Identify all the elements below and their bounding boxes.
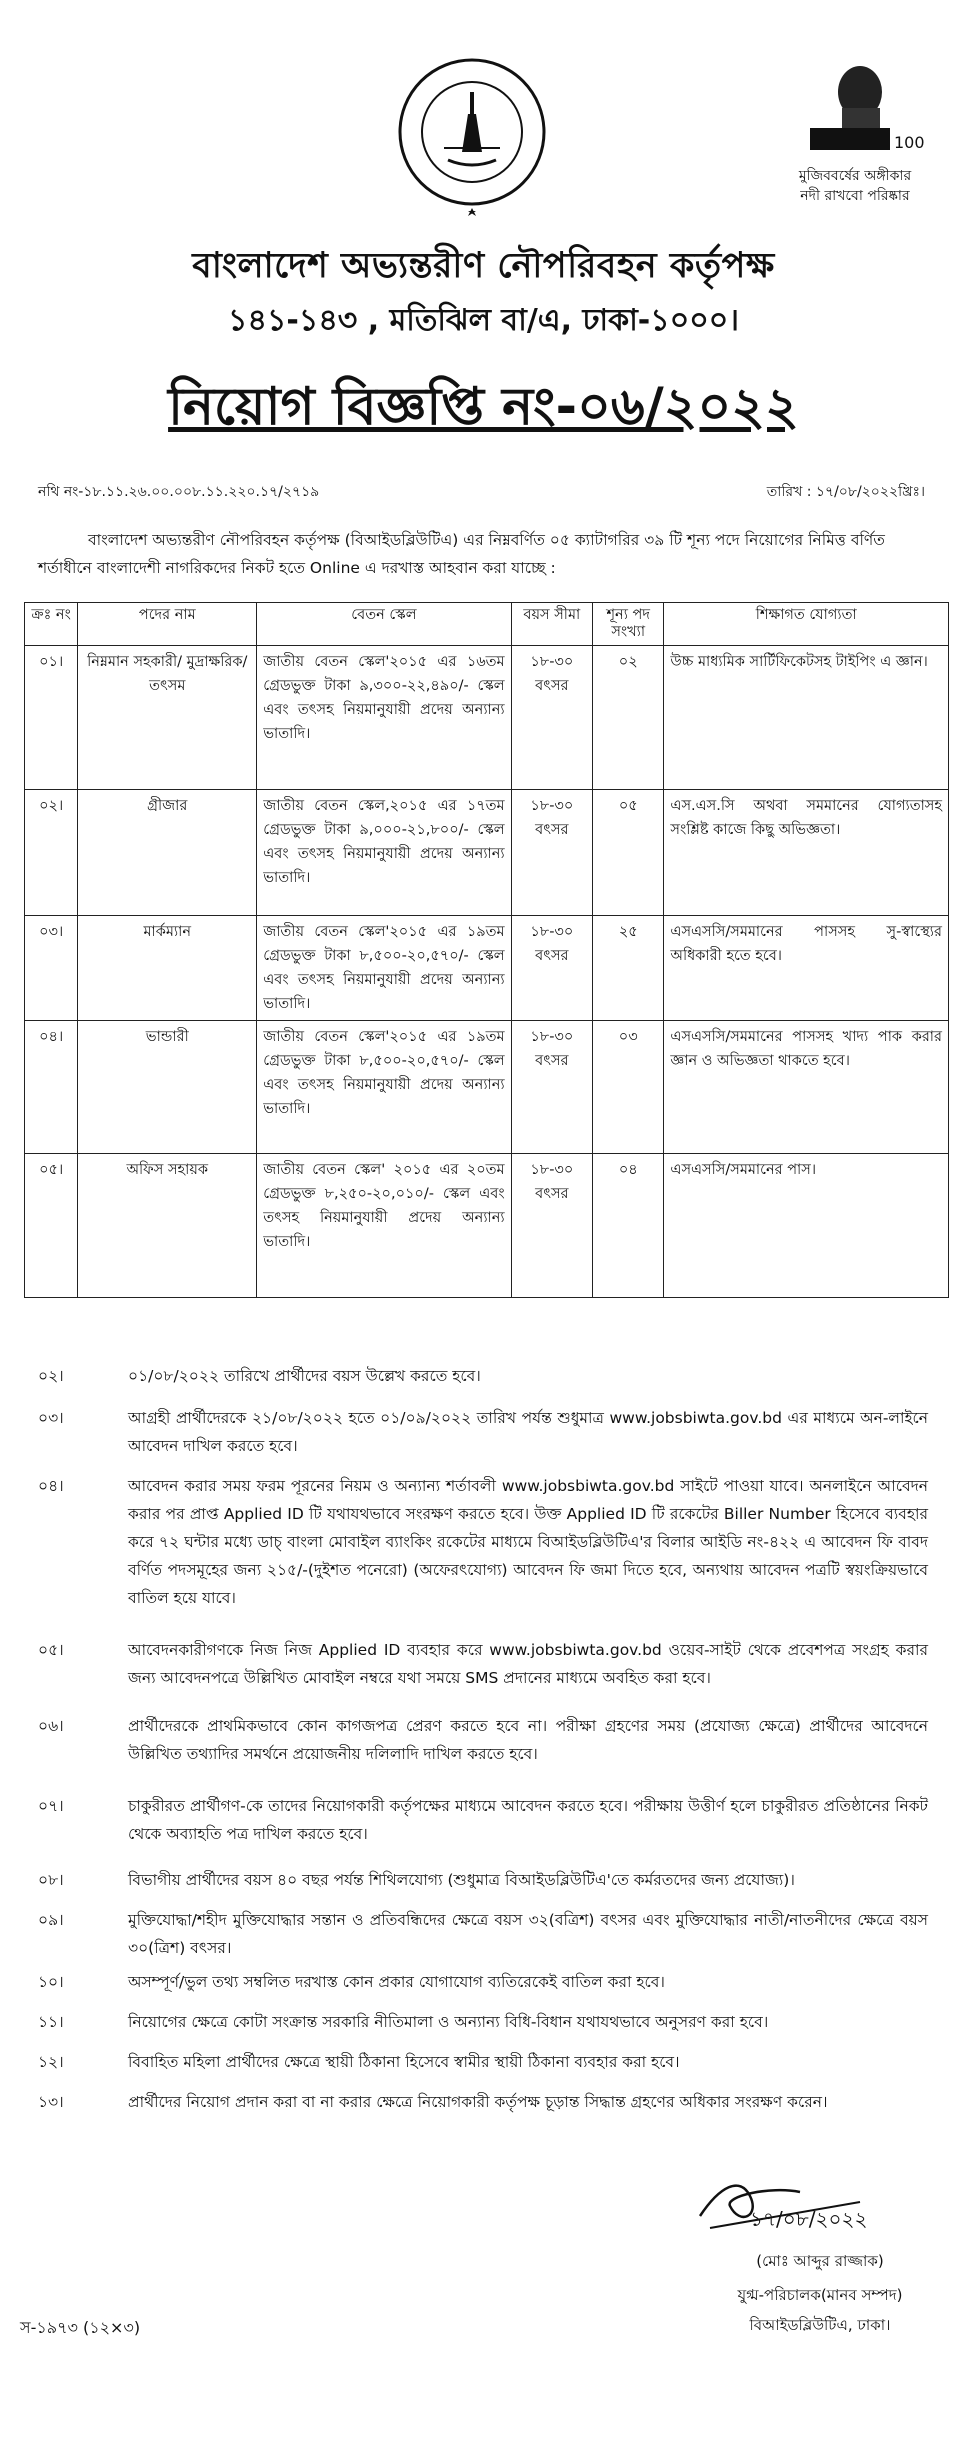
- header-qualification: শিক্ষাগত যোগ্যতা: [664, 603, 949, 646]
- row-serial: ০২।: [25, 790, 78, 916]
- signature-date: ১৭/০৮/২০২২: [750, 2207, 868, 2231]
- note-number: ১২।: [38, 2053, 64, 2071]
- note-text: ০১/০৮/২০২২ তারিখে প্রার্থীদের বয়স উল্লেখ করতে হবে।: [128, 1367, 481, 1385]
- handwritten-signature: [680, 2166, 880, 2242]
- note-item: [38, 2088, 928, 2116]
- table-row: [25, 1021, 949, 1154]
- note-item: [38, 1792, 928, 1848]
- memo-date: তারিখ : ১৭/০৮/২০২২খ্রিঃ।: [766, 484, 925, 500]
- row-vacancy: ০৩: [593, 1021, 664, 1154]
- table-row: [25, 916, 949, 1021]
- note-number: ০৫।: [38, 1641, 64, 1659]
- note-item: [38, 2008, 928, 2036]
- svg-text:100: 100: [894, 133, 925, 152]
- row-post-name: অফিস সহায়ক: [78, 1154, 257, 1298]
- note-number: ০৮।: [38, 1871, 64, 1889]
- mujib-caption-line2: নদী রাখবো পরিষ্কার: [800, 188, 910, 204]
- note-text: বিবাহিত মহিলা প্রার্থীদের ক্ষেত্রে স্থায়ী ঠিকানা হিসেবে স্বামীর স্থায়ী ঠিকানা ব্যবহার করা হবে।: [128, 2053, 680, 2071]
- table-header-row: [25, 603, 949, 646]
- note-text: চাকুরীরত প্রার্থীগণ-কে তাদের নিয়োগকারী কর্তৃপক্ষের মাধ্যমে আবেদন করতে হবে। পরীক্ষায় উত্তীর্ণ হলে চাকুরীরত প্রতিষ্ঠানের নিকট থেকে অব্যাহতি পত্র দাখিল করতে হবে।: [128, 1797, 928, 1843]
- organization-address: ১৪১-১৪৩ , মতিঝিল বা/এ, ঢাকা-১০০০।: [228, 303, 739, 338]
- row-qualification: এস.এস.সি অথবা সমমানের যোগ্যতাসহ সংশ্লিষ্ট কাজে কিছু অভিজ্ঞতা।: [664, 790, 949, 916]
- row-vacancy: ০২: [593, 646, 664, 790]
- signatory-name: (মোঃ আব্দুর রাজ্জাক): [756, 2252, 884, 2270]
- row-pay-scale: জাতীয় বেতন স্কেল' ২০১৫ এর ২০তম গ্রেডভুক্ত ৮,২৫০-২০,০১০/- স্কেল এবং তৎসহ নিয়মানুযায়ী প্রদেয় অন্যান্য ভাতাদি।: [257, 1154, 511, 1298]
- mujib-caption-line1: মুজিববর্ষের অঙ্গীকার: [798, 168, 912, 184]
- header-pay-scale: বেতন স্কেল: [257, 603, 511, 646]
- notice-title: নিয়োগ বিজ্ঞপ্তি নং-০৬/২০২২: [168, 377, 799, 437]
- table-row: [25, 1154, 949, 1298]
- row-post-name: ভান্ডারী: [78, 1021, 257, 1154]
- note-item: [38, 1472, 928, 1612]
- note-number: ০৪।: [38, 1477, 64, 1495]
- signatory-title: যুগ্ম-পরিচালক(মানব সম্পদ): [737, 2286, 903, 2304]
- note-text: আবেদন করার সময় ফরম পূরনের নিয়ম ও অন্যান্য শর্তাবলী www.jobsbiwta.gov.bd সাইটে পাওয়া যাবে। অনলাইনে আবেদন করার পর প্রাপ্ত Applied ID টি যথাযথভাবে সংরক্ষণ করতে হবে। উক্ত Applied ID টি রকেটের Biller Number হিসেবে ব্যবহার করে ৭২ ঘন্টার মধ্যে ডাচ্ বাংলা মোবাইল ব্যাংকিং রকেটের মাধ্যমে বিআইডব্লিউটিএ'র বিলার আইডি নং-৪২২ এ আবেদন ফি বাবদ বর্ণিত পদসমূহের জন্য ২১৫/-(দুইশত পনেরো) (অফেরৎযোগ্য) আবেদন ফি জমা দিতে হবে, অন্যথায় আবেদন পত্রটি স্বয়ংক্রিয়ভাবে বাতিল হয়ে যাবে।: [128, 1477, 928, 1607]
- row-serial: ০৩।: [25, 916, 78, 1021]
- note-number: ১৩।: [38, 2093, 64, 2111]
- note-item: [38, 1362, 928, 1390]
- row-post-name: মার্কম্যান: [78, 916, 257, 1021]
- biwta-logo: [388, 52, 556, 220]
- row-qualification: এসএসসি/সমমানের পাস।: [664, 1154, 949, 1298]
- note-text: অসম্পূর্ণ/ভুল তথ্য সম্বলিত দরখাস্ত কোন প্রকার যোগাযোগ ব্যতিরেকেই বাতিল করা হবে।: [128, 1973, 665, 1991]
- row-serial: ০৫।: [25, 1154, 78, 1298]
- row-pay-scale: জাতীয় বেতন স্কেল'২০১৫ এর ১৯তম গ্রেডভুক্ত টাকা ৮,৫০০-২০,৫৭০/- স্কেল এবং তৎসহ নিয়মানুযায়ী প্রদেয় অন্যান্য ভাতাদি।: [257, 1021, 511, 1154]
- header-post-name: পদের নাম: [78, 603, 257, 646]
- note-text: প্রার্থীদেরকে প্রাথমিকভাবে কোন কাগজপত্র প্রেরণ করতে হবে না। পরীক্ষা গ্রহণের সময় (প্রযোজ্য ক্ষেত্রে) প্রার্থীদের আবেদনে উল্লিখিত তথ্যাদির সমর্থনে প্রয়োজনীয় দলিলাদি দাখিল করতে হবে।: [128, 1717, 928, 1763]
- note-item: [38, 1636, 928, 1692]
- row-serial: ০১।: [25, 646, 78, 790]
- row-age-limit: ১৮-৩০ বৎসর: [511, 1154, 592, 1298]
- row-age-limit: ১৮-৩০ বৎসর: [511, 790, 592, 916]
- note-text: আবেদনকারীগণকে নিজ নিজ Applied ID ব্যবহার করে www.jobsbiwta.gov.bd ওয়েব-সাইট থেকে প্রবেশপত্র সংগ্রহ করার জন্য আবেদনপত্রে উল্লিখিত মোবাইল নম্বরে যথা সময়ে SMS প্রদানের মাধ্যমে অবহিত করা হবে।: [128, 1641, 928, 1687]
- row-age-limit: ১৮-৩০ বৎসর: [511, 916, 592, 1021]
- note-item: [38, 1712, 928, 1768]
- row-post-name: গ্রীজার: [78, 790, 257, 916]
- row-pay-scale: জাতীয় বেতন স্কেল'২০১৫ এর ১৯তম গ্রেডভুক্ত টাকা ৮,৫০০-২০,৫৭০/- স্কেল এবং তৎসহ নিয়মানুযায়ী প্রদেয় অন্যান্য ভাতাদি।: [257, 916, 511, 1021]
- memo-number: নথি নং-১৮.১১.২৬.০০.০০৮.১১.২২০.১৭/২৭১৯: [38, 484, 320, 500]
- note-item: [38, 1968, 928, 1996]
- header-age-limit: বয়স সীমা: [511, 603, 592, 646]
- intro-paragraph: বাংলাদেশ অভ্যন্তরীণ নৌপরিবহন কর্তৃপক্ষ (বিআইডব্লিউটিএ) এর নিম্নবর্ণিত ০৫ ক্যাটাগরির ৩৯ টি শূন্য পদে নিয়োগের নিমিত্ত বর্ণিত শর্তাধীনে বাংলাদেশী নাগরিকদের নিকট হতে Online এ দরখাস্ত আহবান করা যাচ্ছে :: [38, 531, 885, 577]
- note-number: ০২।: [38, 1367, 64, 1385]
- row-qualification: এসএসসি/সমমানের পাসসহ সু-স্বাস্থ্যের অধিকারী হতে হবে।: [664, 916, 949, 1021]
- footer-code: স-১৯৭৩ (১২×৩): [20, 2318, 141, 2337]
- note-item: [38, 1404, 928, 1460]
- note-number: ১১।: [38, 2013, 64, 2031]
- vacancy-table: [24, 602, 949, 1298]
- row-age-limit: ১৮-৩০ বৎসর: [511, 1021, 592, 1154]
- row-post-name: নিম্নমান সহকারী/ মুদ্রাক্ষরিক/তৎসম: [78, 646, 257, 790]
- row-pay-scale: জাতীয় বেতন স্কেল'২০১৫ এর ১৬তম গ্রেডভুক্ত টাকা ৯,৩০০-২২,৪৯০/- স্কেল এবং তৎসহ নিয়মানুযায়ী প্রদেয় অন্যান্য ভাতাদি।: [257, 646, 511, 790]
- note-number: ০৬।: [38, 1717, 64, 1735]
- note-text: নিয়োগের ক্ষেত্রে কোটা সংক্রান্ত সরকারি নীতিমালা ও অন্যান্য বিধি-বিধান যথাযথভাবে অনুসরণ করা হবে।: [128, 2013, 769, 2031]
- table-row: [25, 646, 949, 790]
- note-item: [38, 1906, 928, 1962]
- row-pay-scale: জাতীয় বেতন স্কেল,২০১৫ এর ১৭তম গ্রেডভুক্ত টাকা ৯,০০০-২১,৮০০/- স্কেল এবং তৎসহ নিয়মানুযায়ী প্রদেয় অন্যান্য ভাতাদি।: [257, 790, 511, 916]
- mujib-caption: [755, 166, 955, 206]
- header-vacancy: শূন্য পদ সংখ্যা: [593, 603, 664, 646]
- signatory-office: বিআইডব্লিউটিএ, ঢাকা।: [749, 2316, 891, 2334]
- row-qualification: উচ্চ মাধ্যমিক সার্টিফিকেটসহ টাইপিং এ জ্ঞান।: [664, 646, 949, 790]
- note-text: বিভাগীয় প্রার্থীদের বয়স ৪০ বছর পর্যন্ত শিথিলযোগ্য (শুধুমাত্র বিআইডব্লিউটিএ'তে কর্মরতদের জন্য প্রযোজ্য)।: [128, 1871, 795, 1889]
- note-text: মুক্তিযোদ্ধা/শহীদ মুক্তিযোদ্ধার সন্তান ও প্রতিবন্ধিদের ক্ষেত্রে বয়স ৩২(বত্রিশ) বৎসর এবং মুক্তিযোদ্ধার নাতী/নাতনীদের ক্ষেত্রে বয়স ৩০(ত্রিশ) বৎসর।: [128, 1911, 928, 1957]
- header-serial: ক্রঃ নং: [25, 603, 78, 646]
- note-number: ০৭।: [38, 1797, 64, 1815]
- note-number: ১০।: [38, 1973, 64, 1991]
- row-vacancy: ০৪: [593, 1154, 664, 1298]
- row-vacancy: ২৫: [593, 916, 664, 1021]
- note-item: [38, 1866, 928, 1894]
- row-age-limit: ১৮-৩০ বৎসর: [511, 646, 592, 790]
- note-number: ০৩।: [38, 1409, 64, 1427]
- row-vacancy: ০৫: [593, 790, 664, 916]
- note-text: প্রার্থীদের নিয়োগ প্রদান করা বা না করার ক্ষেত্রে নিয়োগকারী কর্তৃপক্ষ চূড়ান্ত সিদ্ধান্ত গ্রহণের অধিকার সংরক্ষণ করেন।: [128, 2093, 828, 2111]
- row-qualification: এসএসসি/সমমানের পাসসহ খাদ্য পাক করার জ্ঞান ও অভিজ্ঞতা থাকতে হবে।: [664, 1021, 949, 1154]
- note-item: [38, 2048, 928, 2076]
- row-serial: ০৪।: [25, 1021, 78, 1154]
- note-text: আগ্রহী প্রার্থীদেরকে ২১/০৮/২০২২ হতে ০১/০৯/২০২২ তারিখ পর্যন্ত শুধুমাত্র www.jobsbiwta.gov.bd এর মাধ্যমে অন-লাইনে আবেদন দাখিল করতে হবে।: [128, 1409, 928, 1455]
- note-number: ০৯।: [38, 1911, 64, 1929]
- organization-name: বাংলাদেশ অভ্যন্তরীণ নৌপরিবহন কর্তৃপক্ষ: [192, 246, 775, 286]
- table-row: [25, 790, 949, 916]
